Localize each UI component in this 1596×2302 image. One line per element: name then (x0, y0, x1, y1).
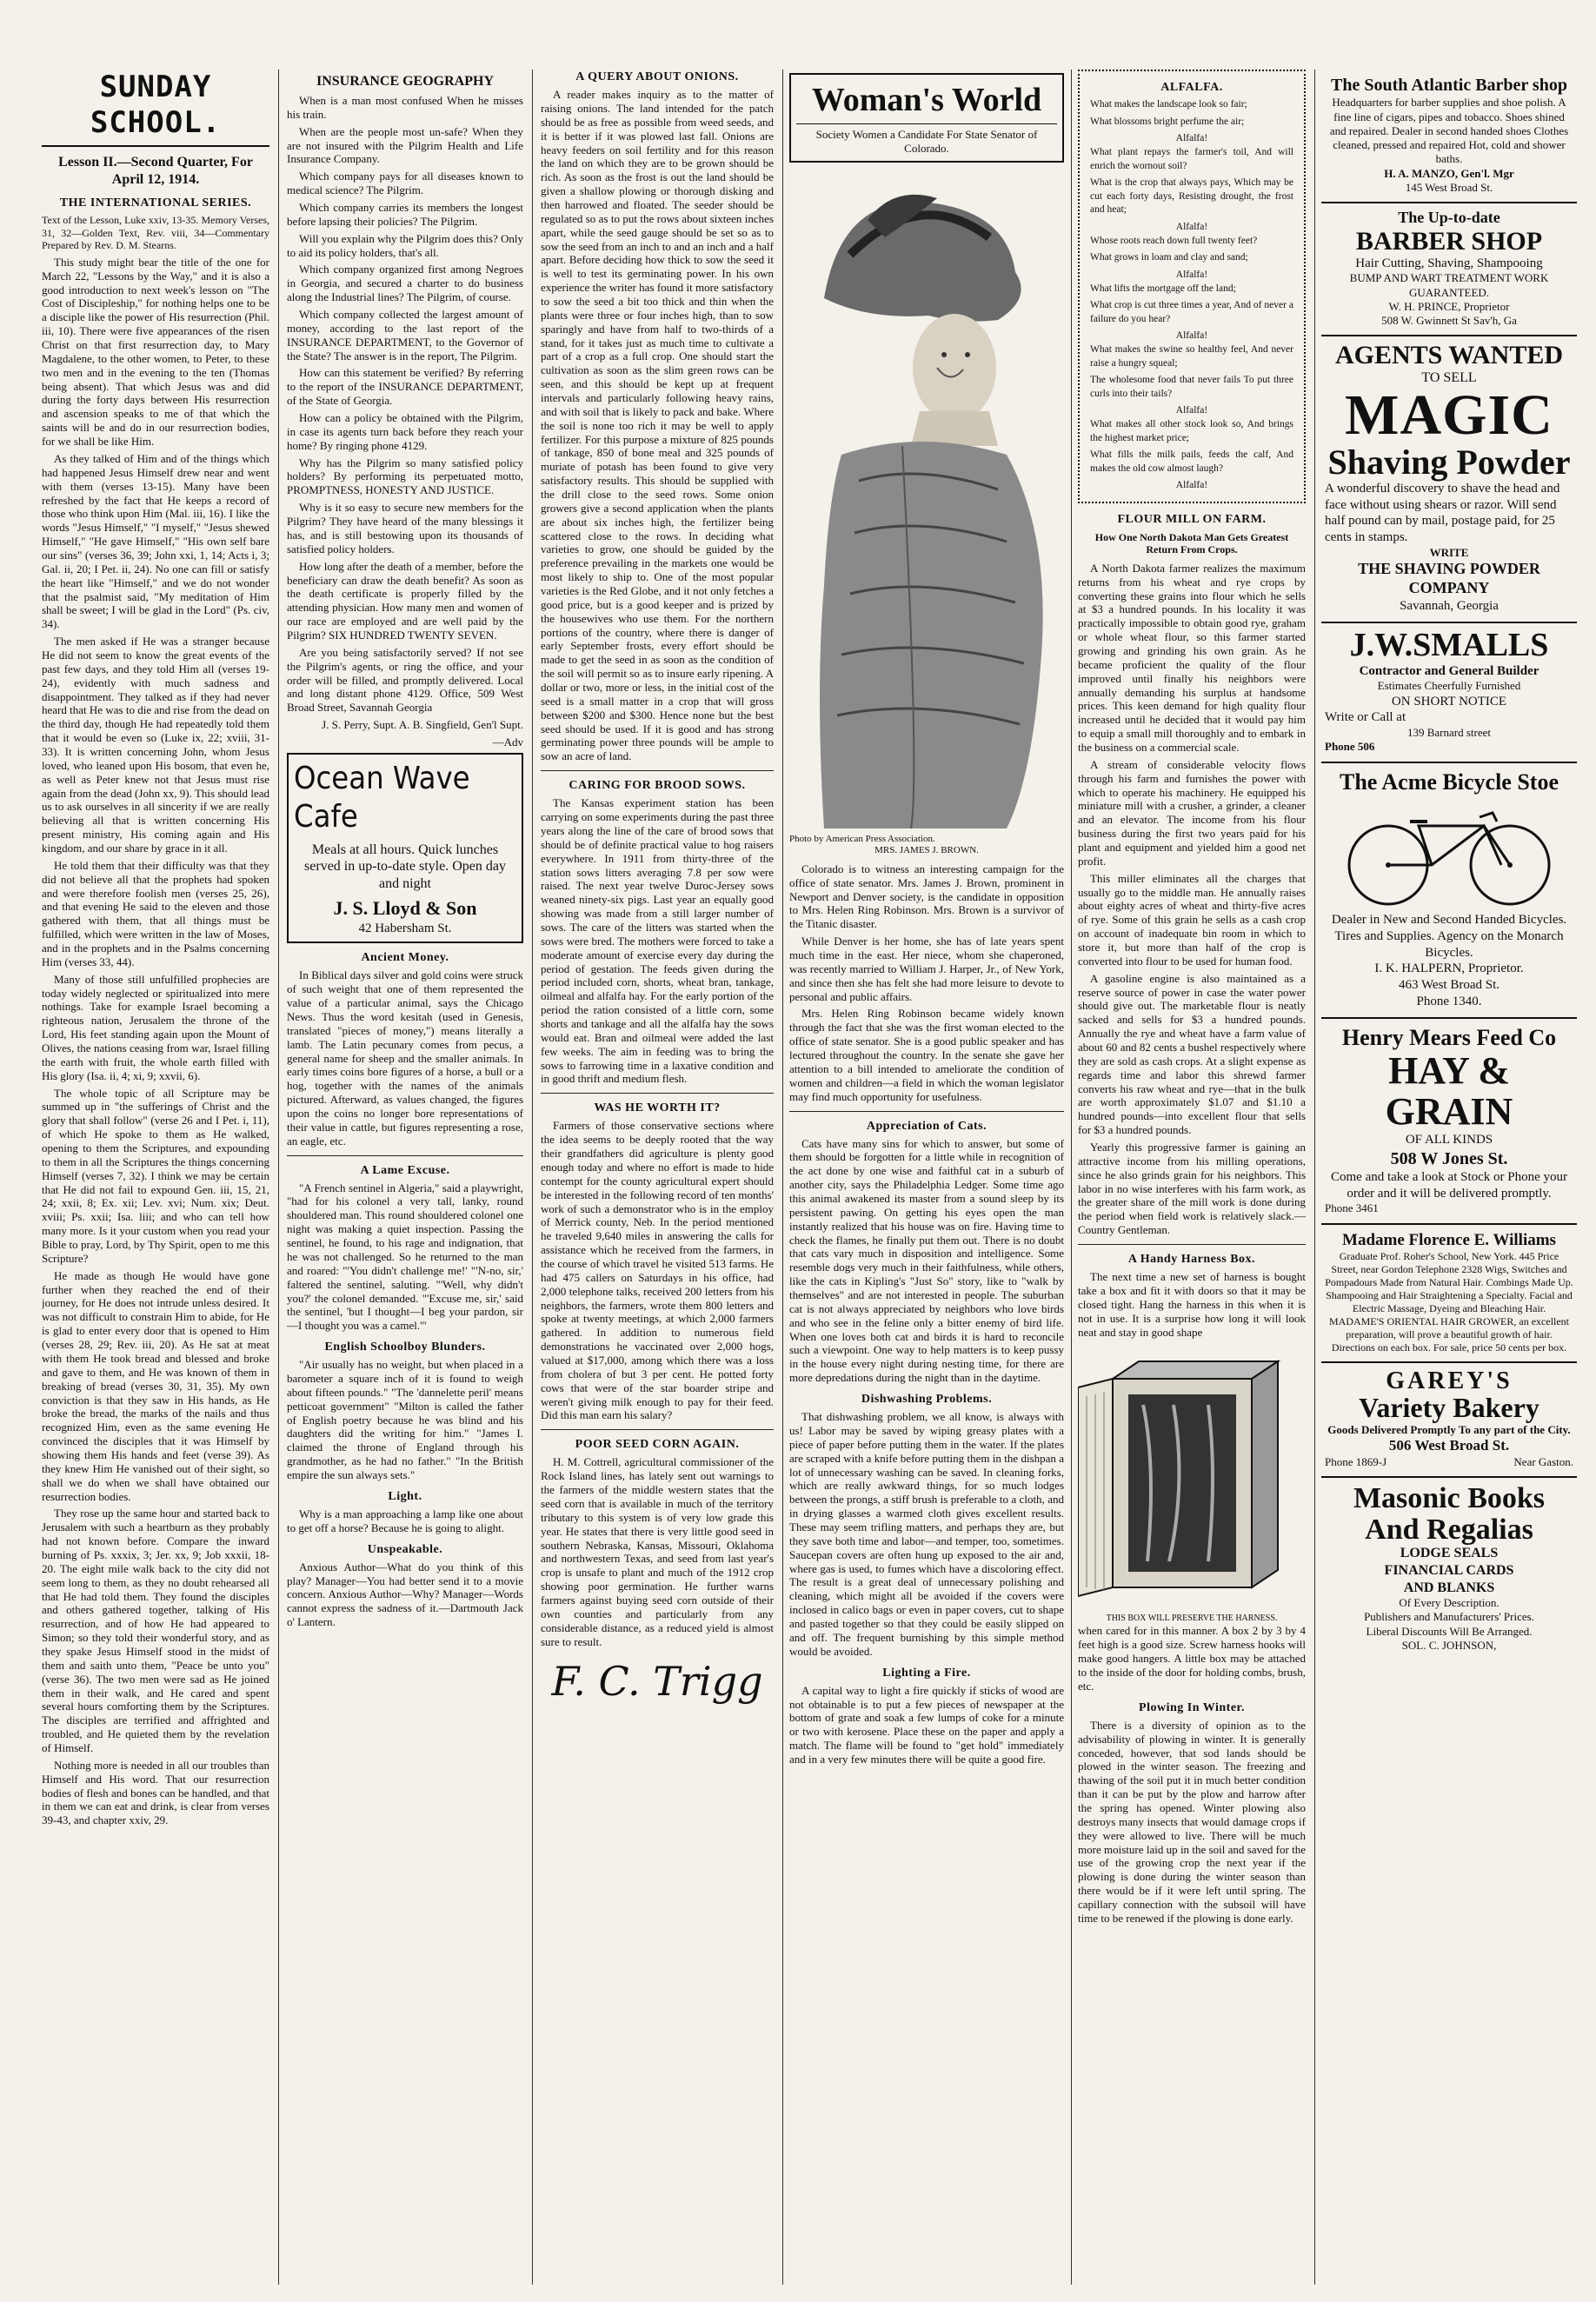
alfalfa-poem-box (1078, 70, 1306, 503)
harness-text: The next time a new set of harness is bought take a box and fit it with doors so that it may be closed tight. Hang the harness in this when it is not in use. It is a surprise how long it will look neat and stay in good shape (1078, 1270, 1306, 1339)
garey-near: Near Gaston. (1513, 1454, 1573, 1468)
alfalfa-poem-line: What plant repays the farmer's toil, And will enrich the wornout soil? (1090, 147, 1293, 171)
sunday-school-paragraph: He made as though He would have gone further when they reached the end of their journey, for He does not intrude unless desired. It was not difficult to constrain Him to abide, for He is glad to enter every door that is opened to Him (verses 28, 29; Rev. iii, 20). As He sat at meat with them He took bread and blessed and broke and gave to them, and He was known of them in breaking of bread (verses 30, 31, 35). My own conviction is that they saw in His hands, as He broke the bread, the marks of the nails and thus recognized Him, even as the same evening He convinced the disciples that it was Himself by showing them His hands and feet (verse 39). As they knew Him He vanished out of their sight, so shall we do when we shall have obtained our resurrection bodies. (42, 1268, 269, 1503)
feed-text: Come and take a look at Stock or Phone your order and it will be delivered promptly. (1330, 1169, 1568, 1201)
every-description: Of Every Description. (1399, 1596, 1500, 1610)
barber2-name: BARBER SHOP (1355, 227, 1543, 256)
column-rule (532, 70, 533, 2285)
lame-excuse-text: "A French sentinel in Algeria," said a playwright, "had for his colonel a very tall, lanky, round shouldered man. This round shouldered colonel one night was making a quiet inspection. Passing the sentinel, he found, to his rage and indignation, that he was not challenged. So he returned to the man and roared: "'You didn't challenge me!' "'N-no, sir,' faltered the sentinel, saluting. "'Well, why didn't you?' the colonel demanded. "'Excuse me, sir,' said the sentinel, 'but I thought—I beg your pardon, sir—I thought you was a camel.'" (287, 1181, 523, 1333)
alfalfa-refrain: Alfalfa! (1175, 405, 1208, 416)
column-alfalfa (1078, 70, 1306, 2285)
barber-owner: H. A. MANZO, Gen'l. Mgr (1384, 166, 1514, 180)
lame-excuse-heading: A Lame Excuse. (360, 1163, 450, 1177)
lesson-heading: Lesson II.—Second Quarter, For April 12, 1914. (58, 154, 253, 187)
unspeakable-text: Anxious Author—What do you think of this play? Manager—You had better send it to a movie concern. Anxious Author—Why? Manager—Words cannot express the sadness of it.—Dartmouth Jack o' Lantern. (287, 1560, 523, 1629)
ancient-money-text: In Biblical days silver and gold coins were struck of such weight that one of them represented the value of a particular animal, says the Chicago News. Thus the word kesitah (used in Genesis, translated "pieces of money,") means literally a lamb. The Latin pecunary comes from pecus, a general name for sheep and the smaller animals. In early times coins bore figures of a horse, a bull or a hog, together with the names of the animals pictured. Afterward, as values changed, the figures upon the coins no longer bore representations of their value in cattle, but figures representing a rose, an eagle, etc. (287, 968, 523, 1148)
garey-name: GAREY'S (1386, 1367, 1513, 1394)
smalls-address: 139 Barnard street (1406, 726, 1492, 740)
liberal-discounts: Liberal Discounts Will Be Arranged. (1366, 1624, 1533, 1638)
feed-address: 508 W Jones St. (1390, 1148, 1508, 1168)
onions-paragraph: A reader makes inquiry as to the matter of raising onions. The land intended for the patch should be as free as possible from weed seeds, and it is better if it was plowed last fall. Onions are heavy feeders on soil fertility and for this reason the land on which they are to be grown should be rich. As soon as the frost is out the land should be given a shallow plowing or thorough disking and then harrowed and floated. The seeder should be regulated so as to put the rows about sixteen inches apart, while the seed gauge should be set so as to sow the seed from an inch to and an inch and a half apart. Before deciding how thick to sow the seed it is well to test its germinating power. In his own experience the writer has found it more satisfactory to sow the seed a bit too thick and thin when the plants were three or four inches high, than to sow sparingly and have from half to two-thirds of a stand, for it takes just as much time to cultivate a part of a crop as a full crop. One should start the cultivation as soon as the slim green rows can be seen, and this should be kept up at frequent intervals and particularly following heavy rains, and with soil that is likely to pack and bake. Where the soil is none too rich it may be well to apply fertilizer. For this purpose a mixture of 825 pounds of tankage, 850 of bone meal and 325 pounds of muriate of potash has been found to give very satisfactory results. This should be supplied with the drill close to the seed rows. Some onion growers give a second application when the plants are about six inches high, the fertilizer being scattered close to the rows. In deciding what varieties to grow, one should be guided by the preference prevailing in the markets one would be most likely to ship to. One of the most popular varieties is the Red Globe, and it not only fetches a good price, but is a good keeper and is prized by the housewives who use them. For the northern portions of the country, where there is danger of early September frosts, every effort should be made to get the seed in as soon as the condition of the soil will permit so as to insure early ripening. A dollar or two, more or less, in the initial cost of the seed is a small matter in a crop that will gross between $200 and $300. Hence none but the best seed should be used. If it is good and has strong germinating power three pounds will be ample to sow an acre of land. (541, 88, 774, 763)
divider (541, 770, 774, 771)
smalls-ad (1321, 623, 1577, 763)
masonic-line2: And Regalias (1365, 1513, 1533, 1546)
feed-kinds: OF ALL KINDS (1405, 1132, 1493, 1147)
smalls-write: Write or Call at (1325, 710, 1406, 725)
insurance-paragraph: How long after the death of a member, before the beneficiary can draw the death benefit? As soon as the death certificate is properly filled by the attending physician. How many men and women of our race are employed and are well paid by the Pilgrim? SIX HUNDRED TWENTY SEVEN. (287, 559, 523, 642)
magic-shaving-powder-ad (1321, 336, 1577, 622)
acme-address: 463 West Broad St. (1398, 978, 1500, 993)
harness-heading: A Handy Harness Box. (1127, 1253, 1256, 1267)
shaving-company: THE SHAVING POWDER COMPANY (1358, 560, 1540, 597)
acme-bicycle-ad (1321, 763, 1577, 1019)
column-rule (782, 70, 783, 2285)
dishwashing-text: That dishwashing problem, we all know, is always with us! Labor may be saved by wiping greasy plates with a piece of paper before putting them in the water. If the plates are scraped with a knife before putting them in the dishpan a lot of unnecessary washing can be saved. In cleaning forks, which are really awkward things, for so much lodges between the prongs, a stiff brush is preferable to a cloth, and in drying glasses a warmed cloth gives excellent results. These may seem trifling matters, and perhaps they are, but they save both time and labor—and temper, too, sometimes. Saucepan covers are often hung up exposed to the air and, where gas is used, to fumes which have a discoloring effect. The result is a great deal of unnecessary polishing and cleaning, which might all be avoided if the covers were inclosed in calico bags or even in paper covers, cut to shape and pasted together so that they could be easily slipped on and off. The frequent burnishing by this simple method would be avoided. (789, 1410, 1064, 1658)
feed-phone: Phone 3461 (1325, 1201, 1379, 1215)
alfalfa-poem-line: The wholesome food that never fails To put three curls into their tails? (1090, 375, 1293, 399)
madame-name: Madame Florence E. Williams (1342, 1230, 1556, 1249)
and-blanks: AND BLANKS (1403, 1580, 1495, 1595)
womans-world-article (789, 862, 1064, 1104)
unspeakable-heading: Unspeakable. (367, 1542, 443, 1556)
alfalfa-refrain: Alfalfa! (1175, 269, 1208, 280)
womans-world-masthead (789, 73, 1064, 163)
madame-williams-ad (1321, 1225, 1577, 1363)
sunday-school-paragraph: This study might bear the title of the one for March 22, "Lessons by the Way," and it is also a good introduction to next week's lesson on "The Cost of Discipleship," for nothing helps one to be a disciple like the power of His resurrection (Phil. iii, 10). There were five appearances of the risen Christ on that first resurrection day, to Mary Magdalene, to the other women, to Peter, to these two men and in the evening to the ten (Thomas being absent). That which Jesus was and did during the forty days between His resurrection and ascension speaks to me of that which the saints will be and do in our resurrection bodies, for we shall be like Him. (42, 255, 269, 449)
divider (541, 1093, 774, 1094)
worth-text: Farmers of those conservative sections where the idea seems to be deeply rooted that the way their grandfathers did agriculture is plenty good enough today and where no effort is made to hide contempt for the county agricultural expert should be interested in the following record of ten months' work of such a demonstrator who is in the employ of Merrick county, Neb. In the period mentioned he traveled 9,640 miles in answering the calls for assistance which he received from the farmers, in the course of which travel he visited 513 farms. He had 475 callers on Saturdays in his office, had 2,000 telephone talks, received 200 letters from his neighbors, the farmers, wrote them 800 letters and spoke at twenty meetings, at which 2,000 farmers gathered. In addition to numerous field demonstrations he vaccinated over 2,000 hogs, valued at $17,000, among which there was a loss from cholera of but 3 per cent. He potted forty cows that were of the star boarder stripe and weren't giving milk enough to pay for their feed. Did this man earn his salary? (541, 1119, 774, 1422)
feed-big: HAY & GRAIN (1385, 1049, 1513, 1133)
dishwashing-heading: Dishwashing Problems. (861, 1393, 993, 1407)
series-heading: THE INTERNATIONAL SERIES. (59, 196, 252, 210)
smalls-name: J.W.SMALLS (1349, 626, 1549, 663)
womans-world-paragraph: While Denver is her home, she has of late years spent much time in the east. Her niece, whom she chaperoned, was recently married to William J. Harper, Jr., of New York, and since then she has felt she had more leisure to devote to personal and public affairs. (789, 935, 1064, 1003)
feed-name: Henry Mears Feed Co (1341, 1024, 1557, 1050)
barber-name: The South Atlantic Barber shop (1331, 76, 1567, 95)
sol-johnson: SOL. C. JOHNSON, (1401, 1638, 1497, 1652)
cats-heading: Appreciation of Cats. (866, 1119, 988, 1133)
publishers-prices: Publishers and Manufacturers' Prices. (1364, 1610, 1534, 1624)
harness-box-illustration (1078, 1344, 1306, 1608)
write-label: WRITE (1429, 545, 1469, 559)
agents-sub: TO SELL (1421, 369, 1477, 385)
alfalfa-poem-line: What blossoms bright perfume the air; (1090, 116, 1245, 127)
alfalfa-poem-line: Whose roots reach down full twenty feet? (1090, 235, 1258, 246)
insurance-article (287, 94, 523, 715)
masthead-deck: Society Women a Candidate For State Senator of Colorado. (796, 123, 1057, 156)
insurance-signers: J. S. Perry, Supt. A. B. Singfield, Gen'l Supt. (322, 718, 523, 732)
brood-sows-heading: CARING FOR BROOD SOWS. (569, 779, 746, 793)
gareys-bakery-ad (1321, 1363, 1577, 1478)
south-atlantic-barber-ad (1321, 70, 1577, 203)
alfalfa-refrain: Alfalfa! (1175, 133, 1208, 144)
alfalfa-refrain: Alfalfa! (1175, 221, 1208, 232)
alfalfa-poem-line: What crop is cut three times a year, And of never a failure do you hear? (1090, 300, 1293, 324)
barber-text: Headquarters for barber supplies and shoe polish. A fine line of cigars, pipes and tobacco. Shoes shined and repaired. Dealer in second handed shoes Clothes cleaned, pressed and repaired Hot, cold and shower baths. (1329, 96, 1569, 166)
light-text: Why is a man approaching a lamp like one about to get off a horse? Because he is going to alight. (287, 1507, 523, 1534)
alfalfa-poem-line: What makes the landscape look so fair; (1090, 99, 1247, 110)
agents-heading: AGENTS WANTED (1334, 341, 1564, 370)
sunday-school-paragraph: Nothing more is needed in all our troubles than Himself and His word. That our resurrection bodies of flesh and bones can be handled, and that in them we can eat and drink, is clear from verses 39-43, and chapter xxiv, 29. (42, 1758, 269, 1827)
insurance-paragraph: How can this statement be verified? By referring to the report of the INSURANCE DEPARTMENT, of the State of Georgia. (287, 366, 523, 408)
insurance-paragraph: Why is it so easy to secure new members for the Pilgrim? They have heard of the many blessings it has, and is still bestowing upon its thousands of satisfied policy holders. (287, 501, 523, 556)
henry-mears-feed-ad (1321, 1019, 1577, 1225)
womans-world-paragraph: Colorado is to witness an interesting campaign for the office of state senator. Mrs. James J. Brown, prominent in Newport and Denver society, is the candidate in opposition to Mrs. Helen Ring Robinson. Mrs. Brown is a survivor of the Titanic disaster. (789, 862, 1064, 931)
acme-phone: Phone 1340. (1416, 994, 1482, 1008)
insurance-paragraph: Which company collected the largest amount of money, according to the last report of the INSURANCE DEPARTMENT, to the Governor of the State? The answer is in the report, The Pilgrim. (287, 308, 523, 363)
brood-sows-text: The Kansas experiment station has been carrying on some experiments during the past three years along the line of the care of brood sows that should be of definite practical value to hog raisers everywhere. In 1911 from thirty-three of the station sows litters averaging 7.8 per sow were raised. The next year twelve Duroc-Jersey sows weaned ninety-six pigs. Last year an equally good showing was made from a still larger number of sows. The care of the litters was started when the sows were bred. The mothers were forced to take a moderate amount of exercise every day during the period of gestation. The feeds given during the period included corn, shorts, wheat bran, tankage, oilmeal and alfalfa hay. For the early portion of the period the ration consisted of a little corn, some shorts and tankage and all the alfalfa hay the sows would eat. Bran and oilmeal were added the last few weeks. The aim in feeding was to bring the sows to farrowing time in a laxative condition and in good thrift and medium flesh. (541, 796, 774, 1086)
sunday-school-article (42, 256, 269, 1827)
sunday-school-paragraph: As they talked of Him and of the things which had happened Jesus Himself drew near and went with them (verses 13-15). Many have been refreshed by the fact that He keeps a record of those who think upon Him (Mal. iii, 16). I like the words "Jesus Himself," "I myself," "Jesus shewed Himself," "He gave Himself," "His own self bare our sins" (verses 36, 39; John xxi, 1, 14; Acts i, 3; Gal. ii, 20; I Pet. ii, 24). No one can fill or satisfy the heart like "Himself," and we do not wonder that the psalmist said, "My meditation of Him shall be sweet; I will be glad in the Lord" (Ps. civ, 34). (42, 451, 269, 631)
column-rule (1071, 70, 1072, 2285)
barber2-treat: BUMP AND WART TREATMENT WORK GUARANTEED. (1349, 271, 1549, 299)
up-to-date-barber-ad (1321, 203, 1577, 336)
garey-big: Variety Bakery (1359, 1392, 1539, 1424)
divider (287, 1155, 523, 1156)
column-rule (1314, 70, 1315, 2285)
lesson-note: Text of the Lesson, Luke xxiv, 13-35. Memory Verses, 31, 32—Golden Text, Rev. viii, 34—Commentary Prepared by Rev. D. M. Stearns. (42, 214, 269, 252)
masonic-ad (1321, 1478, 1577, 1660)
divider (541, 1429, 774, 1430)
flour-mill-paragraph: This miller eliminates all the charges that usually go to the middle man. He annually raises about eighty acres of wheat and thirty-five acres of rye. Some of this grain he sells as a cash crop on account of inadequate bin room in which to store it, but more than half of the crop is converted into flour to be used for human food. (1078, 871, 1306, 968)
madame-text: Graduate Prof. Roher's School, New York. 445 Price Street, near Gordon Telephone 2328 Wigs, Switches and Pompadours Made from Natural Hair. Combings Made Up. Shampooing and Hair Straightening a Specialty. Facial and Electric Massage, Dyeing and Bleaching Hair. MADAME'S ORIENTAL HAIR GROWER, an excellent preparation, will prove a beautiful growth of hair. Directions on each box. For sale, price 50 cents per box. (1325, 1249, 1573, 1354)
flour-mill-heading: FLOUR MILL ON FARM. (1117, 513, 1267, 527)
insurance-paragraph: Which company pays for all diseases known to medical science? The Pilgrim. (287, 170, 523, 197)
flour-mill-deck: How One North Dakota Man Gets Greatest Return From Crops. (1094, 530, 1289, 556)
plowing-text: There is a diversity of opinion as to the advisability of plowing in winter. It is generally conceded, however, that sod lands should be plowed in the winter season. The freezing and thawing of the soil put it in much better condition than it can be put by the plow and harrow after the spring has opened. Winter plowing also destroys many insects that would damage crops if they were allowed to live. There will be much more moisture laid up in the soil and saved for the use of the growing crop the next year if the plowing is done during the winter season than there would be if it were left until spring. The capillary connection with the subsoil will have time to be renewed if the plowing is done early. (1078, 1718, 1306, 1925)
barber-address: 145 West Broad St. (1405, 180, 1493, 194)
shaving-powder: Shaving Powder (1327, 442, 1571, 482)
insurance-paragraph: When are the people most un-safe? When they are not insured with the Pilgrim Health and Life Insurance Company. (287, 124, 523, 166)
flour-mill-paragraph: A gasoline engine is also maintained as a reserve source of power in case the water power should give out. The marketable flour is neatly sacked and sells for $3 a hundred pounds. Annually the rye and wheat have a farm value of about 60 and 82 cents a bushel respectively where they are sold as cash crops. At a slight expense as regards time and labor this shrewd farmer converts his raw wheat and rye—that in the bulk are worth approximately $1.07 and $1.10 a hundred pounds—into excellent flour that sells for $3 a hundred pounds. (1078, 971, 1306, 1137)
worth-heading: WAS HE WORTH IT? (594, 1101, 721, 1115)
alfalfa-poem-line: What makes the swine so healthy feel, And never raise a hungry squeal; (1090, 344, 1293, 369)
financial-cards: FINANCIAL CARDS (1384, 1562, 1514, 1578)
bicycle-icon (1336, 795, 1562, 908)
blunders-text: "Air usually has no weight, but when placed in a barometer a square inch of it is found to weigh about fifteen pounds." "The 'dannelette peril' means petticoat government" "Milton is called the father of English poetry because he was blind and his daughters did the writing for him." "James I. claimed the throne of England through his grandmother, as he had no father." "In the British empire the sun always sets." (287, 1358, 523, 1482)
alfalfa-refrain: Alfalfa! (1175, 330, 1208, 342)
sunday-school-paragraph: Many of those still unfulfilled prophecies are today widely neglected or spiritualized into mere nothings. Take for example Israel becoming a righteous nation, Jerusalem the throne of the Lord, His feet standing again upon the Mount of Olives, the nations ceasing from war, Israel filling the earth with fruit, the whole earth filled with His glory (Isa. ii, 4; xi, 9; xxvii, 6). (42, 972, 269, 1082)
smalls-phone: Phone 506 (1325, 740, 1375, 754)
fire-text: A capital way to light a fire quickly if sticks of wood are not obtainable is to put a few pieces of newspaper at the bottom of grate and soak a few lumps of coke for a minute or two with kerosene. Place these on the paper and apply a match. The flame will be found to "get hold" immediately and in a very few minutes there will be quite a good fire. (789, 1683, 1064, 1766)
alfalfa-poem-line: What is the crop that always pays, Which may be cut each forty days, Resisting drought, the frost and heat; (1090, 177, 1293, 216)
portrait-photo (789, 168, 1064, 828)
harness-text-cont: when cared for in this manner. A box 2 by 3 by 4 feet high is a good size. Screw harness hooks will make good hangers. A little box may be attached to the inside of the door for holding combs, brush, etc. (1078, 1624, 1306, 1693)
womans-world-paragraph: Mrs. Helen Ring Robinson became widely known through the fact that she was the first woman elected to the office of state senator. She is a good public speaker and has lectured throughout the country. In the senate she gave her attention to a bill intended to ameliorate the condition of women and children—a field in which the woman legislator may find much opportunity for usefulness. (789, 1007, 1064, 1103)
barber2-address: 508 W. Gwinnett St Sav'h, Ga (1381, 314, 1517, 328)
alfalfa-poem-line: What grows in loam and clay and sand; (1090, 252, 1248, 263)
photo-caption: MRS. JAMES J. BROWN. (874, 845, 979, 856)
flour-mill-paragraph: A North Dakota farmer realizes the maximum returns from his wheat and rye crops by converting these grains into flour which he sells at $3 a hundred pounds. In his locality it was practically impossible to obtain good rye, graham or whole wheat flour, so this farmer started growing and grinding his own grain. As he became proficient the quality of the flour improved until finally his neighbors were annually demanding his surplus at handsome prices. This keen demand for high quality flour increased until he decided that it would pay him to equip a small mill thoroughly and to embark in the business on a commercial scale. (1078, 561, 1306, 754)
acme-text: Dealer in New and Second Handed Bicycles. Tires and Supplies. Agency on the Monarch Bicycles. (1331, 913, 1567, 960)
acme-name: The Acme Bicycle Stoe (1340, 768, 1559, 795)
ocean-wave-ad (287, 753, 523, 943)
insurance-paragraph: Will you explain why the Pilgrim does this? Only to aid its policy holders, that's all. (287, 231, 523, 259)
insurance-paragraph: How can a policy be obtained with the Pilgrim, in case its agents turn back before they reach your home? By ringing phone 4129. (287, 411, 523, 452)
sunday-school-paragraph: They rose up the same hour and started back to Jerusalem with such a heartburn as they probably had not known before. Compare the inward burning of Ps. xxxix, 3; Jer. xx, 9; Job xxxii, 18-20. The eight mile walk back to the city did not seem long to them, as they no doubt rehearsed all that He had told them. They found the disciples and others gathered together, talking of His resurrection, and of how He had appeared to Simon; so they told their wonderful story, and as they spake Jesus Himself stood in the midst of them and saith unto them, "Peace be unto you" (verse 36). The two men were sad as He joined them in their walk, and He cared and spent several hours comforting them by the Scriptures. The disciples are terrified and affrighted and troubled, and He quieted them by the revelation of Himself. (42, 1507, 269, 1754)
sunday-school-paragraph: He told them that their difficulty was that they did not believe all that the prophets had spoken and were therefore foolish men (verses 25, 26), and that evening He said to the eleven and those gathered with them, that all things must be fulfilled, which were written in the law of Moses, and in the prophets and in the Psalms concerning Him (verses 33, 44). (42, 858, 269, 968)
cats-text: Cats have many sins for which to answer, but some of them should be forgotten for a little while in recognition of the act done by one wise and faithful cat in a suburb of another city, says the Philadelphia Ledger. Some time ago this animal awakened its master from a sound sleep by its persistent pawing. On getting his eyes open the man instantly realized that his house was on fire. Having time to check the flames, he finally put them out. There is no doubt that cats vary much in disposition and intelligence. Some resemble dogs very much in their faithfulness, while others, like the cats in Kipling's "Just So" story, like to "walk by themselves" and are not interested in people. The suburban cat is not always appreciated by neighbors who love birds and who see in the feline only a bitter enemy of bird life. When one loves both cat and birds it is hard to reconcile such a viewpoint. One way to help matters is to keep pussy in the house every night during nesting time, for there are more depredations during the night than in the daytime. (789, 1136, 1064, 1385)
garey-phone: Phone 1869-J (1325, 1454, 1387, 1468)
divider (1078, 1244, 1306, 1245)
insurance-paragraph: Are you being satisfactorily served? If not see the Pilgrim's agents, or ring the office, and your order will be filled, and promptly delivered. Local and long distant phone 4129. Office, 509 West Broad Street, Savannah Georgia (287, 645, 523, 715)
alfalfa-poem-line: What fills the milk pails, feeds the calf, And makes the old cow almost laugh? (1090, 449, 1293, 474)
photo-credit: Photo by American Press Association. (789, 834, 935, 845)
garey-address: 506 West Broad St. (1388, 1437, 1510, 1454)
insurance-paragraph: When is a man most confused When he misses his train. (287, 94, 523, 121)
blunders-heading: English Schoolboy Blunders. (324, 1341, 486, 1354)
smalls-est: Estimates Cheerfully Furnished (1377, 679, 1521, 693)
divider (789, 1111, 1064, 1112)
insurance-paragraph: Which company organized first among Negroes in Georgia, and secured a charter to do business along the Industrial lines? The Pilgrim, of course. (287, 263, 523, 304)
seed-corn-text: H. M. Cottrell, agricultural commissioner of the Rock Island lines, has lately sent out warnings to the farmers of the middle western states that the seed corn that is available in much of the territory tributary to this system is of very low grade this year. He states that there is very little good seed in southern Nebraska, Kansas, Missouri, Oklahoma and northwestern Texas, and seed from last year's crop is unsafe to plant and much of the 1912 crop showing poor germination. He further warns farmers against buying seed corn outside of their own counties and particularly from any considerable distance, as a reduced yield is almost sure to result. (541, 1455, 774, 1648)
column-womans-world (789, 70, 1064, 2285)
column-insurance (287, 70, 523, 2285)
onions-article (541, 88, 774, 763)
masthead-title: Woman's World (811, 82, 1042, 118)
alfalfa-poem-line: What lifts the mortgage off the land; (1090, 283, 1236, 294)
lodge-seals: LODGE SEALS (1400, 1546, 1499, 1561)
smalls-trade: Contractor and General Builder (1359, 663, 1539, 678)
sunday-school-heading: SUNDAY SCHOOL. (42, 70, 269, 147)
flour-mill-article (1078, 562, 1306, 1237)
column-ads (1321, 70, 1577, 2285)
alfalfa-refrain: Alfalfa! (1175, 480, 1208, 491)
ocean-wave-address: 42 Habersham St. (358, 921, 452, 935)
insurance-paragraph: Which company carries its members the longest before lapsing their policies? The Pilgrim. (287, 201, 523, 228)
seed-corn-heading: POOR SEED CORN AGAIN. (575, 1438, 740, 1452)
woman-portrait-illustration (789, 168, 1064, 828)
light-heading: Light. (388, 1489, 422, 1503)
barber2-services: Hair Cutting, Shaving, Shampooing (1355, 256, 1543, 270)
alfalfa-heading: ALFALFA. (1160, 81, 1223, 94)
garey-phone-row (1325, 1455, 1573, 1469)
ocean-wave-owner: J. S. Lloyd & Son (333, 897, 477, 920)
garey-text: Goods Delivered Promptly To any part of the City. (1327, 1422, 1571, 1436)
sunday-school-paragraph: The men asked if He was a stranger because He did not seem to know the great events of the past few days, and they told Him all (verses 19-24), evidently with much sadness and disappointment. They talked as if they had never heard that He was to die and rise from the dead on the third day, though He had repeatedly told them that it would be even so (Luke ix, 22; xviii, 31-33). It is written concerning John, whom Jesus loved, who leaned upon His bosom, that even he, as well as Peter knew not that Jesus must rise again from the dead (John xx, 9). This should lead us to ask ourselves in all sincerity if we are really believing all that is written concerning His present ministry, His coming again and His kingdom, and our share by grace in it all. (42, 635, 269, 855)
insurance-heading: INSURANCE GEOGRAPHY (316, 74, 494, 89)
barber2-owner: W. H. PRINCE, Proprietor (1388, 299, 1510, 313)
flour-mill-paragraph: Yearly this progressive farmer is gaining an attractive income from his milling operations, since he also grinds grain for his neighbors. This labor in no wise interferes with his farm work, as the greater share of the mill work is done during the period when field work is relatively slack.—Country Gentleman. (1078, 1141, 1306, 1237)
trigg-signature: F. C. Trigg (551, 1658, 763, 1706)
column-farm (541, 70, 774, 2285)
column-rule (278, 70, 279, 2285)
alfalfa-poem-line: What makes all other stock look so, And brings the highest market price; (1090, 419, 1293, 443)
flour-mill-paragraph: A stream of considerable velocity flows through his farm and furnishes the power with which to operate his machinery. He equipped his miniature mill with a crusher, a grinder, a cleaner and an elevator. The income from his flour business during the first two years paid for his plant and equipment and yielded him a good net profit. (1078, 757, 1306, 868)
masonic-line1: Masonic Books (1353, 1482, 1546, 1515)
barber2-top: The Up-to-date (1398, 209, 1500, 227)
sunday-school-paragraph: The whole topic of all Scripture may be summed up in "the sufferings of Christ and the glory that shall follow" (verse 26 and I Pet. i, 11), of which He spoke to them as He walked, opening to them the Scriptures, and expounding to them in all the Scriptures the things concerning Himself (verses 7, 32). I think we may be certain that He did not fail to expound Gen. iii, 15, 21, 24; xxii, 8; Ex. xii; Lev. xvi; Num. xix; Deut. xviii; Ps. xxii; Isa. liii; and who can tell how many more. Is it your custom when you read your Bible to pray, Lord, by Thy Spirit, open to me this Scripture? (42, 1086, 269, 1265)
magic-word: MAGIC (1345, 383, 1553, 447)
shaving-company-city: Savannah, Georgia (1400, 599, 1499, 613)
insurance-paragraph: Why has the Pilgrim so many satisfied policy holders? By performing its perpetuated motto, PROMPTNESS, HONESTY AND JUSTICE. (287, 456, 523, 497)
harness-box-drawing (1078, 1344, 1306, 1605)
alfalfa-poem (1090, 98, 1293, 491)
column-sunday-school (42, 70, 269, 2285)
ocean-wave-text: Meals at all hours. Quick lunches served in up-to-date style. Open day and night (304, 842, 506, 891)
ancient-money-heading: Ancient Money. (361, 951, 449, 965)
smalls-notice: ON SHORT NOTICE (1391, 694, 1507, 709)
insurance-adv: —Adv (492, 735, 523, 748)
fire-heading: Lighting a Fire. (882, 1666, 971, 1680)
onions-heading: A QUERY ABOUT ONIONS. (575, 70, 739, 83)
acme-owner: I. K. HALPERN, Proprietor. (1374, 961, 1524, 976)
ocean-wave-name: Ocean Wave Cafe (294, 760, 470, 835)
plowing-heading: Plowing In Winter. (1139, 1700, 1245, 1714)
magic-text: A wonderful discovery to shave the head and face without using shears or razor. Will send half pound can by mail, postage paid, for 25 cents in stamps. (1325, 481, 1560, 545)
harness-caption: THIS BOX WILL PRESERVE THE HARNESS. (1106, 1613, 1278, 1624)
